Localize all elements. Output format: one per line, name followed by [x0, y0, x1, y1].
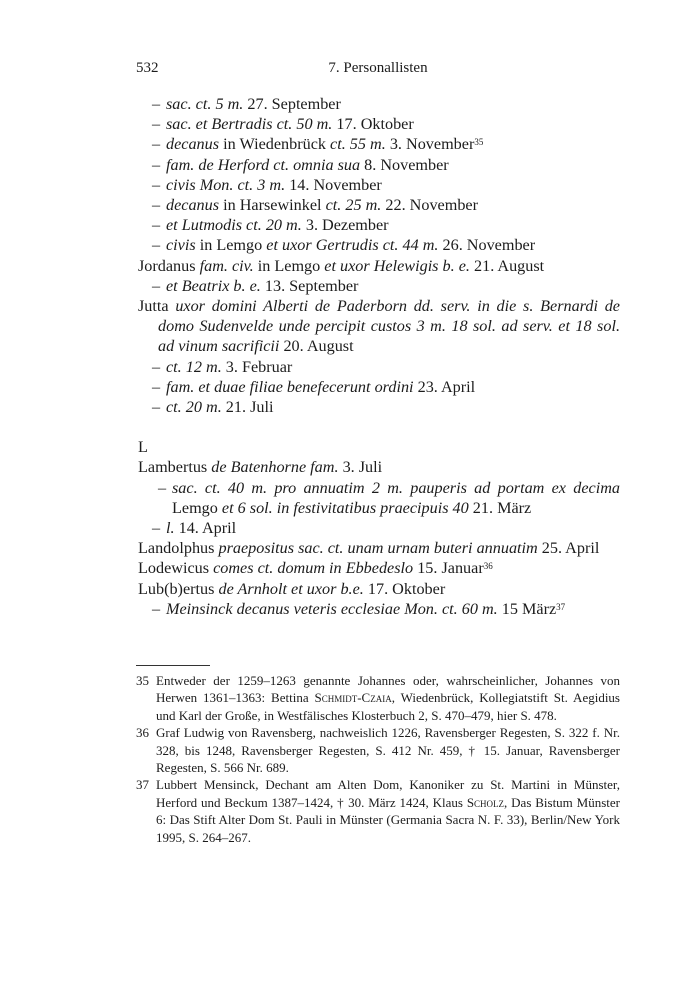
- footnote-number: 37: [136, 777, 149, 793]
- dash: –: [152, 276, 161, 295]
- footnote: 37 Lubbert Mensinck, Dechant am Alten Dom, Kanoniker zu St. Martini in Münster, Herford und Beckum 1387–1424, † 30. März 1424, Klaus Scholz, Das Bistum Münster 6: Das Stift Alter Dom St. Pauli in Münster (Germania Sacra N. F. 33), Berlin/New York 1995, S. 264–267.: [136, 777, 620, 845]
- dash: –: [152, 519, 161, 538]
- footnote-separator: [136, 665, 210, 666]
- section-gap: [152, 417, 620, 437]
- list-item: – Meinsinck decanus veteris ecclesiae Mon. ct. 60 m. 15 März$^{37}$: [152, 599, 566, 618]
- footnote: 36 Graf Ludwig von Ravensberg, nachweislich 1226, Ravensberger Regesten, S. 322 f. Nr. 328, bis 1248, Ravensberger Regesten, S. 412 Nr. 459, † 15. Januar, Ravensberger Regesten, S. 566 Nr. 689.: [136, 725, 620, 776]
- register-entries: [138, 94, 620, 619]
- list-item: – sac. ct. 5 m. 27. September: [152, 95, 341, 113]
- dash: –: [152, 115, 161, 134]
- dash: –: [152, 377, 161, 396]
- list-item: Lub(b)ertus de Arnholt et uxor b.e. 17. Oktober: [138, 579, 446, 598]
- list-item: – fam. de Herford ct. omnia sua 8. November: [152, 155, 449, 174]
- list-item: – et Lutmodis ct. 20 m. 3. Dezember: [152, 216, 389, 235]
- list-item: Jutta uxor domini Alberti de Paderborn dd. serv. in die s. Bernardi de domo Sudenvelde unde percipit custos 3 m. 18 sol. ad serv. et 18 sol. ad vinum sacrificii 20. August: [138, 297, 620, 356]
- list-item: – civis in Lemgo et uxor Gertrudis ct. 44 m. 26. November: [152, 236, 536, 255]
- list-item: Jordanus fam. civ. in Lemgo et uxor Helewigis b. e. 21. August: [138, 256, 545, 275]
- dash: –: [152, 196, 161, 215]
- section-letter: L: [138, 438, 148, 457]
- list-item: – ct. 20 m. 21. Juli: [152, 398, 274, 417]
- dash: –: [152, 95, 161, 113]
- dash: –: [152, 357, 161, 376]
- list-item: Lambertus de Batenhorne fam. 3. Juli: [138, 458, 383, 477]
- list-item: – sac. et Bertradis ct. 50 m. 17. Oktober: [152, 115, 414, 134]
- footnote-ref[interactable]: 35: [474, 137, 484, 148]
- dash: –: [158, 478, 167, 497]
- footnote-number: 35: [136, 673, 149, 688]
- list-item: – decanus in Harsewinkel ct. 25 m. 22. November: [152, 196, 478, 215]
- dash: –: [152, 398, 161, 417]
- list-item: Landolphus praepositus sac. ct. unam urnam buteri annuatim 25. April: [138, 539, 600, 558]
- list-item: – ct. 12 m. 3. Februar: [152, 357, 293, 376]
- dash: –: [152, 155, 161, 174]
- footnote-ref[interactable]: 36: [483, 561, 493, 572]
- dash: –: [152, 175, 161, 194]
- dash: –: [152, 135, 161, 154]
- list-item: Lodewicus comes ct. domum in Ebbedeslo 15. Januar$^{36}$: [138, 559, 493, 578]
- list-item: – et Beatrix b. e. 13. September: [152, 276, 359, 295]
- footnotes: [136, 672, 620, 846]
- dash: –: [152, 216, 161, 235]
- list-item: – fam. et duae filiae benefecerunt ordini 23. April: [152, 377, 476, 396]
- running-header: [136, 60, 620, 82]
- running-title: 7. Personallisten: [328, 60, 428, 76]
- dash: –: [152, 236, 161, 255]
- footnote-number: 36: [136, 725, 149, 741]
- page-number: 532: [136, 60, 159, 76]
- list-item: – decanus in Wiedenbrück ct. 55 m. 3. November$^{35}$: [152, 135, 484, 154]
- dash: –: [152, 599, 161, 618]
- footnote: 35 Entweder der 1259–1263 genannte Johannes oder, wahrscheinlicher, Johannes von Herwen 1361–1363: Bettina Schmidt-Czaia, Wiedenbrück, Kollegiatstift St. Aegidius und Karl der Große, in Westfälisches Klosterbuch 2, S. 470–479, hier S. 478.: [136, 673, 620, 723]
- footnote-ref[interactable]: 37: [556, 601, 566, 612]
- list-item: – l. 14. April: [152, 519, 237, 538]
- list-item: – sac. ct. 40 m. pro annuatim 2 m. pauperis ad portam ex decima Lemgo et 6 sol. in festivitatibus praecipuis 40 21. März: [158, 478, 620, 517]
- list-item: – civis Mon. ct. 3 m. 14. November: [152, 175, 382, 194]
